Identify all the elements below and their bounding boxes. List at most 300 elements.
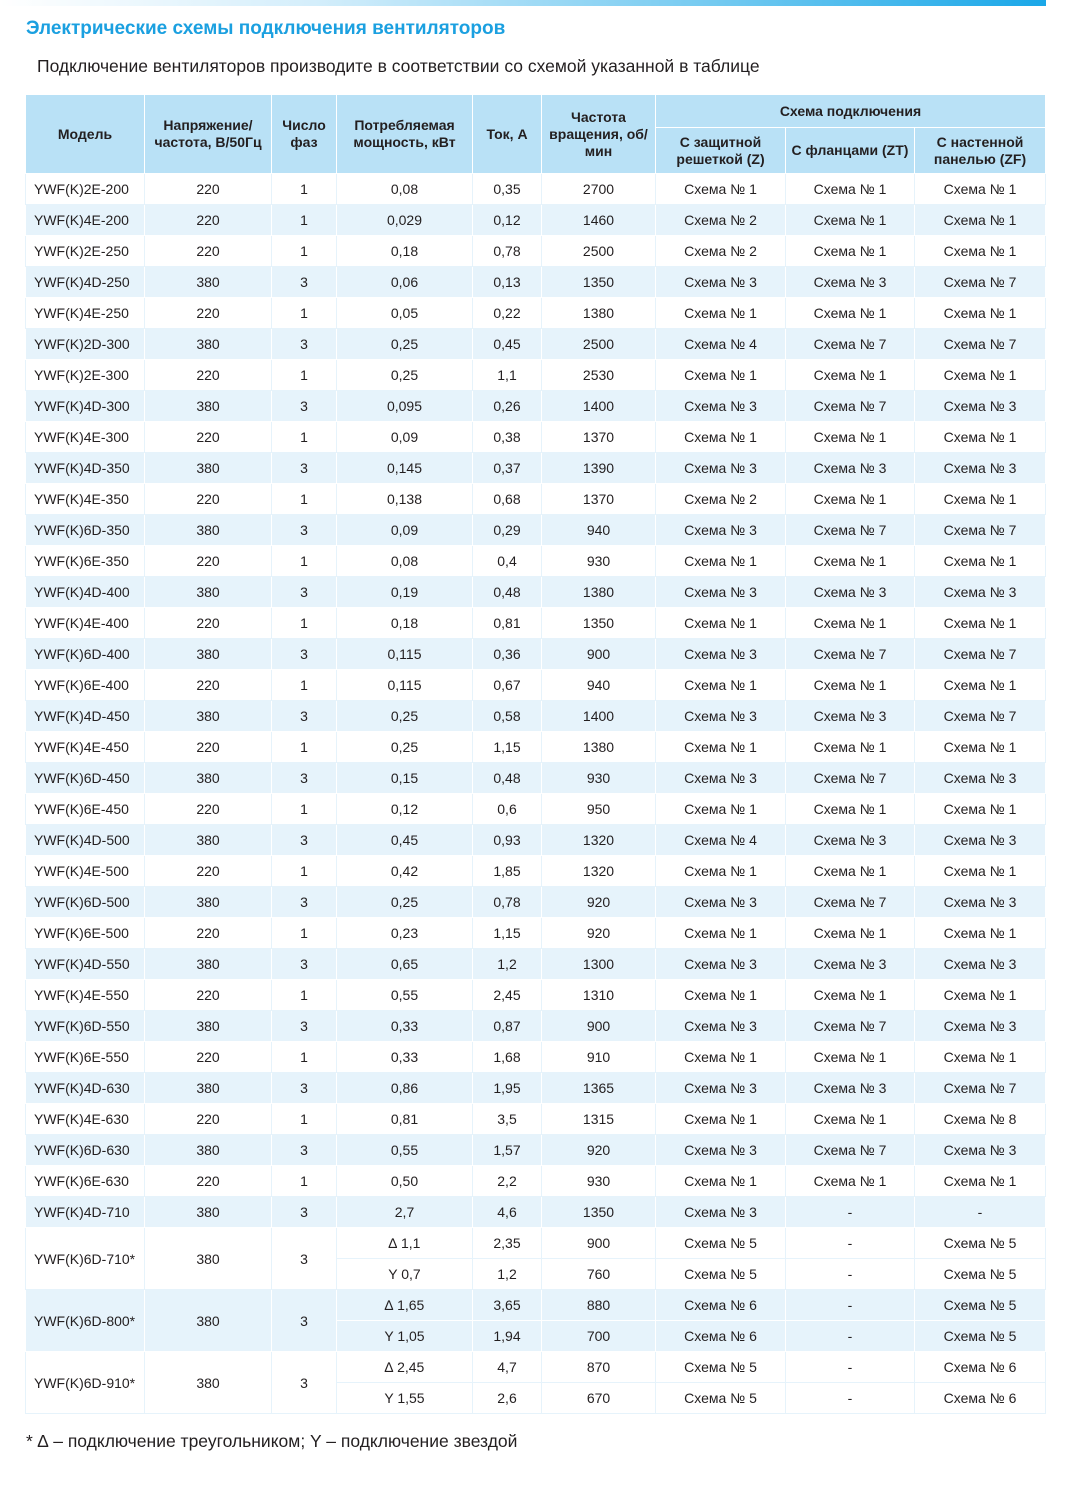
cell-power: 0,45 bbox=[337, 825, 473, 856]
cell-speed: 1370 bbox=[542, 484, 656, 515]
table-row bbox=[26, 453, 1046, 484]
cell-speed: 2500 bbox=[542, 329, 656, 360]
cell-speed: 1365 bbox=[542, 1073, 656, 1104]
cell-phases: 1 bbox=[272, 856, 337, 887]
table-row bbox=[26, 608, 1046, 639]
cell-model: YWF(K)4D-400 bbox=[26, 577, 145, 608]
cell-z: Схема № 3 bbox=[656, 1011, 786, 1042]
cell-power: 0,33 bbox=[337, 1042, 473, 1073]
cell-speed: 910 bbox=[542, 1042, 656, 1073]
intro-text: Подключение вентиляторов производите в соответствии со схемой указанной в таблице bbox=[37, 56, 760, 76]
cell-speed: 1350 bbox=[542, 608, 656, 639]
cell-power: 2,7 bbox=[337, 1197, 473, 1228]
cell-z: Схема № 4 bbox=[656, 825, 786, 856]
cell-current: 1,68 bbox=[473, 1042, 542, 1073]
cell-zf: Схема № 1 bbox=[915, 608, 1046, 639]
table-row bbox=[26, 918, 1046, 949]
cell-phases: 3 bbox=[272, 1228, 337, 1290]
footnote: * ∆ – подключение треугольником; Y – подключение звездой bbox=[26, 1431, 518, 1451]
table-row bbox=[26, 794, 1046, 825]
cell-model: YWF(K)4E-450 bbox=[26, 732, 145, 763]
cell-model: YWF(K)6D-550 bbox=[26, 1011, 145, 1042]
cell-z: Схема № 3 bbox=[656, 763, 786, 794]
cell-model: YWF(K)4D-350 bbox=[26, 453, 145, 484]
cell-zf: Схема № 7 bbox=[915, 701, 1046, 732]
table-row bbox=[26, 763, 1046, 794]
table-row bbox=[26, 1290, 1046, 1321]
cell-z: Схема № 1 bbox=[656, 732, 786, 763]
table-row bbox=[26, 515, 1046, 546]
cell-model: YWF(K)4D-450 bbox=[26, 701, 145, 732]
cell-zf: Схема № 3 bbox=[915, 887, 1046, 918]
cell-phases: 3 bbox=[272, 1135, 337, 1166]
header-voltage: Напряжение/ частота, В/50Гц bbox=[145, 95, 272, 174]
cell-model: YWF(K)4D-550 bbox=[26, 949, 145, 980]
cell-model: YWF(K)2E-300 bbox=[26, 360, 145, 391]
cell-current: 0,26 bbox=[473, 391, 542, 422]
table-row bbox=[26, 1228, 1046, 1259]
cell-zf: Схема № 8 bbox=[915, 1104, 1046, 1135]
table-row bbox=[26, 670, 1046, 701]
cell-current: 0,68 bbox=[473, 484, 542, 515]
cell-zt: Схема № 1 bbox=[786, 918, 915, 949]
cell-speed: 940 bbox=[542, 515, 656, 546]
cell-speed: 900 bbox=[542, 639, 656, 670]
cell-speed: 2500 bbox=[542, 236, 656, 267]
cell-current: 2,45 bbox=[473, 980, 542, 1011]
cell-current: 1,15 bbox=[473, 732, 542, 763]
table-row bbox=[26, 174, 1046, 205]
cell-speed: 1320 bbox=[542, 856, 656, 887]
cell-z: Схема № 4 bbox=[656, 329, 786, 360]
cell-voltage: 220 bbox=[145, 298, 272, 329]
cell-zt: Схема № 1 bbox=[786, 1042, 915, 1073]
cell-zt: - bbox=[786, 1321, 915, 1352]
cell-model: YWF(K)2E-250 bbox=[26, 236, 145, 267]
cell-phases: 3 bbox=[272, 577, 337, 608]
cell-phases: 3 bbox=[272, 701, 337, 732]
cell-phases: 1 bbox=[272, 298, 337, 329]
cell-z: Схема № 6 bbox=[656, 1321, 786, 1352]
header-scheme-zf: С настенной панелью (ZF) bbox=[915, 128, 1046, 174]
fan-wiring-table bbox=[25, 94, 1046, 1414]
cell-z: Схема № 1 bbox=[656, 1042, 786, 1073]
cell-speed: 670 bbox=[542, 1383, 656, 1414]
cell-zt: Схема № 7 bbox=[786, 639, 915, 670]
cell-z: Схема № 3 bbox=[656, 949, 786, 980]
table-row bbox=[26, 825, 1046, 856]
cell-zf: Схема № 3 bbox=[915, 453, 1046, 484]
cell-zf: Схема № 5 bbox=[915, 1321, 1046, 1352]
cell-power: 0,33 bbox=[337, 1011, 473, 1042]
cell-zf: Схема № 3 bbox=[915, 825, 1046, 856]
cell-zt: Схема № 1 bbox=[786, 205, 915, 236]
cell-current: 0,37 bbox=[473, 453, 542, 484]
cell-power: 0,05 bbox=[337, 298, 473, 329]
cell-model: YWF(K)4E-630 bbox=[26, 1104, 145, 1135]
cell-voltage: 380 bbox=[145, 1073, 272, 1104]
cell-current: 0,67 bbox=[473, 670, 542, 701]
cell-current: 1,95 bbox=[473, 1073, 542, 1104]
cell-z: Схема № 2 bbox=[656, 236, 786, 267]
cell-zt: - bbox=[786, 1228, 915, 1259]
cell-zt: Схема № 7 bbox=[786, 329, 915, 360]
cell-zf: Схема № 3 bbox=[915, 1135, 1046, 1166]
cell-zt: Схема № 3 bbox=[786, 577, 915, 608]
cell-zf: Схема № 1 bbox=[915, 1042, 1046, 1073]
cell-power: 0,55 bbox=[337, 1135, 473, 1166]
cell-zt: Схема № 3 bbox=[786, 453, 915, 484]
cell-zt: Схема № 1 bbox=[786, 174, 915, 205]
cell-speed: 930 bbox=[542, 1166, 656, 1197]
cell-speed: 700 bbox=[542, 1321, 656, 1352]
cell-speed: 760 bbox=[542, 1259, 656, 1290]
cell-current: 0,6 bbox=[473, 794, 542, 825]
header-current: Ток, А bbox=[473, 95, 542, 174]
table-row bbox=[26, 949, 1046, 980]
cell-zf: Схема № 1 bbox=[915, 546, 1046, 577]
cell-z: Схема № 2 bbox=[656, 484, 786, 515]
cell-speed: 2700 bbox=[542, 174, 656, 205]
cell-power: 0,50 bbox=[337, 1166, 473, 1197]
cell-zf: Схема № 5 bbox=[915, 1259, 1046, 1290]
cell-voltage: 380 bbox=[145, 453, 272, 484]
cell-model: YWF(K)2E-200 bbox=[26, 174, 145, 205]
cell-voltage: 220 bbox=[145, 360, 272, 391]
cell-speed: 940 bbox=[542, 670, 656, 701]
cell-power: 0,09 bbox=[337, 515, 473, 546]
cell-current: 0,78 bbox=[473, 236, 542, 267]
table-row bbox=[26, 484, 1046, 515]
cell-voltage: 380 bbox=[145, 1135, 272, 1166]
cell-zf: Схема № 3 bbox=[915, 391, 1046, 422]
cell-model: YWF(K)4E-250 bbox=[26, 298, 145, 329]
cell-speed: 1350 bbox=[542, 267, 656, 298]
cell-phases: 1 bbox=[272, 1166, 337, 1197]
cell-z: Схема № 5 bbox=[656, 1228, 786, 1259]
cell-current: 0,78 bbox=[473, 887, 542, 918]
cell-phases: 3 bbox=[272, 453, 337, 484]
cell-phases: 1 bbox=[272, 422, 337, 453]
cell-voltage: 380 bbox=[145, 1352, 272, 1414]
cell-current: 0,38 bbox=[473, 422, 542, 453]
cell-voltage: 380 bbox=[145, 1290, 272, 1352]
cell-z: Схема № 3 bbox=[656, 515, 786, 546]
cell-z: Схема № 5 bbox=[656, 1352, 786, 1383]
cell-speed: 1350 bbox=[542, 1197, 656, 1228]
cell-zf: Схема № 1 bbox=[915, 670, 1046, 701]
table-row bbox=[26, 1352, 1046, 1383]
cell-model: YWF(K)6D-910* bbox=[26, 1352, 145, 1414]
cell-current: 2,6 bbox=[473, 1383, 542, 1414]
cell-power: 0,08 bbox=[337, 546, 473, 577]
cell-model: YWF(K)4D-250 bbox=[26, 267, 145, 298]
cell-model: YWF(K)6E-500 bbox=[26, 918, 145, 949]
cell-zt: Схема № 1 bbox=[786, 298, 915, 329]
cell-zt: Схема № 1 bbox=[786, 980, 915, 1011]
cell-model: YWF(K)4E-300 bbox=[26, 422, 145, 453]
table-row bbox=[26, 1042, 1046, 1073]
cell-current: 0,48 bbox=[473, 577, 542, 608]
table-row bbox=[26, 887, 1046, 918]
cell-zf: Схема № 1 bbox=[915, 422, 1046, 453]
cell-phases: 3 bbox=[272, 267, 337, 298]
table-row bbox=[26, 267, 1046, 298]
cell-zf: Схема № 7 bbox=[915, 639, 1046, 670]
cell-phases: 3 bbox=[272, 1352, 337, 1414]
cell-zt: Схема № 1 bbox=[786, 856, 915, 887]
cell-speed: 1460 bbox=[542, 205, 656, 236]
cell-current: 0,58 bbox=[473, 701, 542, 732]
cell-model: YWF(K)6D-450 bbox=[26, 763, 145, 794]
cell-z: Схема № 3 bbox=[656, 391, 786, 422]
cell-z: Схема № 3 bbox=[656, 453, 786, 484]
cell-voltage: 380 bbox=[145, 887, 272, 918]
cell-zf: Схема № 1 bbox=[915, 732, 1046, 763]
cell-voltage: 220 bbox=[145, 1042, 272, 1073]
cell-power: ∆ 1,65 bbox=[337, 1290, 473, 1321]
cell-speed: 1300 bbox=[542, 949, 656, 980]
cell-z: Схема № 1 bbox=[656, 918, 786, 949]
cell-speed: 930 bbox=[542, 763, 656, 794]
cell-zf: Схема № 5 bbox=[915, 1290, 1046, 1321]
cell-power: 0,65 bbox=[337, 949, 473, 980]
cell-model: YWF(K)2D-300 bbox=[26, 329, 145, 360]
cell-phases: 3 bbox=[272, 949, 337, 980]
cell-power: 0,25 bbox=[337, 701, 473, 732]
cell-current: 0,29 bbox=[473, 515, 542, 546]
cell-voltage: 380 bbox=[145, 949, 272, 980]
page-title: Электрические схемы подключения вентиляторов bbox=[26, 18, 506, 39]
header-scheme-group: Схема подключения bbox=[656, 95, 1046, 128]
cell-model: YWF(K)6E-630 bbox=[26, 1166, 145, 1197]
cell-power: 0,15 bbox=[337, 763, 473, 794]
cell-power: 0,25 bbox=[337, 329, 473, 360]
cell-zt: Схема № 1 bbox=[786, 732, 915, 763]
table-body bbox=[26, 174, 1046, 1414]
header-scheme-z: С защитной решеткой (Z) bbox=[656, 128, 786, 174]
cell-model: YWF(K)4E-400 bbox=[26, 608, 145, 639]
table-row bbox=[26, 1011, 1046, 1042]
cell-current: 0,22 bbox=[473, 298, 542, 329]
cell-z: Схема № 3 bbox=[656, 1073, 786, 1104]
cell-phases: 1 bbox=[272, 236, 337, 267]
cell-phases: 1 bbox=[272, 918, 337, 949]
cell-speed: 950 bbox=[542, 794, 656, 825]
cell-current: 1,15 bbox=[473, 918, 542, 949]
cell-power: Y 0,7 bbox=[337, 1259, 473, 1290]
cell-current: 0,93 bbox=[473, 825, 542, 856]
table-row bbox=[26, 1104, 1046, 1135]
cell-power: ∆ 2,45 bbox=[337, 1352, 473, 1383]
cell-zt: Схема № 1 bbox=[786, 422, 915, 453]
cell-phases: 3 bbox=[272, 391, 337, 422]
cell-voltage: 220 bbox=[145, 980, 272, 1011]
table-row bbox=[26, 980, 1046, 1011]
cell-power: 0,115 bbox=[337, 670, 473, 701]
cell-voltage: 220 bbox=[145, 422, 272, 453]
cell-speed: 1390 bbox=[542, 453, 656, 484]
cell-phases: 3 bbox=[272, 825, 337, 856]
cell-power: 0,138 bbox=[337, 484, 473, 515]
cell-voltage: 380 bbox=[145, 701, 272, 732]
cell-phases: 1 bbox=[272, 484, 337, 515]
cell-zt: Схема № 3 bbox=[786, 1073, 915, 1104]
cell-phases: 1 bbox=[272, 546, 337, 577]
cell-z: Схема № 3 bbox=[656, 577, 786, 608]
cell-current: 4,6 bbox=[473, 1197, 542, 1228]
cell-model: YWF(K)4D-300 bbox=[26, 391, 145, 422]
cell-power: 0,09 bbox=[337, 422, 473, 453]
cell-current: 1,2 bbox=[473, 1259, 542, 1290]
table-row bbox=[26, 1197, 1046, 1228]
cell-speed: 930 bbox=[542, 546, 656, 577]
cell-voltage: 380 bbox=[145, 825, 272, 856]
cell-zf: Схема № 5 bbox=[915, 1228, 1046, 1259]
top-accent-bar bbox=[0, 0, 1046, 6]
cell-voltage: 220 bbox=[145, 174, 272, 205]
cell-zt: Схема № 1 bbox=[786, 484, 915, 515]
cell-speed: 870 bbox=[542, 1352, 656, 1383]
cell-z: Схема № 3 bbox=[656, 267, 786, 298]
cell-voltage: 380 bbox=[145, 763, 272, 794]
cell-zt: Схема № 1 bbox=[786, 608, 915, 639]
cell-power: Y 1,05 bbox=[337, 1321, 473, 1352]
cell-voltage: 220 bbox=[145, 856, 272, 887]
cell-z: Схема № 1 bbox=[656, 174, 786, 205]
cell-current: 0,13 bbox=[473, 267, 542, 298]
cell-zt: - bbox=[786, 1290, 915, 1321]
table-row bbox=[26, 639, 1046, 670]
cell-z: Схема № 1 bbox=[656, 670, 786, 701]
cell-voltage: 380 bbox=[145, 639, 272, 670]
cell-voltage: 380 bbox=[145, 391, 272, 422]
table-row bbox=[26, 856, 1046, 887]
cell-voltage: 380 bbox=[145, 1011, 272, 1042]
cell-zt: Схема № 7 bbox=[786, 887, 915, 918]
cell-phases: 1 bbox=[272, 608, 337, 639]
cell-current: 1,85 bbox=[473, 856, 542, 887]
cell-power: 0,19 bbox=[337, 577, 473, 608]
cell-z: Схема № 3 bbox=[656, 1197, 786, 1228]
cell-zf: Схема № 1 bbox=[915, 794, 1046, 825]
cell-power: 0,06 bbox=[337, 267, 473, 298]
cell-phases: 3 bbox=[272, 515, 337, 546]
cell-power: 0,18 bbox=[337, 608, 473, 639]
cell-zf: Схема № 7 bbox=[915, 267, 1046, 298]
cell-zt: - bbox=[786, 1259, 915, 1290]
table-row bbox=[26, 1166, 1046, 1197]
header-speed: Частота вращения, об/мин bbox=[542, 95, 656, 174]
cell-phases: 1 bbox=[272, 1042, 337, 1073]
cell-zf: Схема № 3 bbox=[915, 577, 1046, 608]
cell-model: YWF(K)4D-500 bbox=[26, 825, 145, 856]
cell-phases: 1 bbox=[272, 794, 337, 825]
cell-z: Схема № 1 bbox=[656, 980, 786, 1011]
cell-zt: Схема № 1 bbox=[786, 794, 915, 825]
cell-voltage: 220 bbox=[145, 1166, 272, 1197]
cell-model: YWF(K)6E-550 bbox=[26, 1042, 145, 1073]
cell-phases: 3 bbox=[272, 763, 337, 794]
cell-current: 4,7 bbox=[473, 1352, 542, 1383]
cell-model: YWF(K)4E-550 bbox=[26, 980, 145, 1011]
cell-zt: Схема № 1 bbox=[786, 236, 915, 267]
cell-current: 1,57 bbox=[473, 1135, 542, 1166]
cell-speed: 880 bbox=[542, 1290, 656, 1321]
cell-voltage: 220 bbox=[145, 670, 272, 701]
cell-zt: Схема № 3 bbox=[786, 949, 915, 980]
cell-speed: 900 bbox=[542, 1228, 656, 1259]
cell-zf: Схема № 3 bbox=[915, 1011, 1046, 1042]
header-scheme-zt: С фланцами (ZT) bbox=[786, 128, 915, 174]
cell-zf: Схема № 6 bbox=[915, 1352, 1046, 1383]
cell-speed: 920 bbox=[542, 918, 656, 949]
cell-voltage: 220 bbox=[145, 205, 272, 236]
cell-zt: Схема № 7 bbox=[786, 1011, 915, 1042]
table-row bbox=[26, 329, 1046, 360]
cell-zt: - bbox=[786, 1352, 915, 1383]
cell-current: 0,36 bbox=[473, 639, 542, 670]
cell-current: 0,87 bbox=[473, 1011, 542, 1042]
cell-speed: 920 bbox=[542, 1135, 656, 1166]
table-row bbox=[26, 360, 1046, 391]
table-row bbox=[26, 546, 1046, 577]
cell-zf: Схема № 1 bbox=[915, 484, 1046, 515]
cell-zt: Схема № 7 bbox=[786, 1135, 915, 1166]
cell-speed: 1310 bbox=[542, 980, 656, 1011]
table-row bbox=[26, 732, 1046, 763]
cell-zf: Схема № 7 bbox=[915, 515, 1046, 546]
cell-current: 0,4 bbox=[473, 546, 542, 577]
cell-z: Схема № 1 bbox=[656, 1104, 786, 1135]
cell-current: 0,35 bbox=[473, 174, 542, 205]
cell-power: 0,25 bbox=[337, 732, 473, 763]
cell-phases: 1 bbox=[272, 360, 337, 391]
cell-model: YWF(K)6E-350 bbox=[26, 546, 145, 577]
cell-model: YWF(K)4E-200 bbox=[26, 205, 145, 236]
cell-zf: Схема № 3 bbox=[915, 763, 1046, 794]
cell-zf: Схема № 1 bbox=[915, 856, 1046, 887]
cell-phases: 1 bbox=[272, 980, 337, 1011]
cell-phases: 3 bbox=[272, 1290, 337, 1352]
cell-power: 0,18 bbox=[337, 236, 473, 267]
cell-power: 0,029 bbox=[337, 205, 473, 236]
cell-model: YWF(K)6D-630 bbox=[26, 1135, 145, 1166]
table-row bbox=[26, 391, 1046, 422]
cell-voltage: 380 bbox=[145, 515, 272, 546]
cell-zf: Схема № 1 bbox=[915, 174, 1046, 205]
cell-z: Схема № 1 bbox=[656, 608, 786, 639]
cell-z: Схема № 5 bbox=[656, 1383, 786, 1414]
cell-power: 0,25 bbox=[337, 360, 473, 391]
cell-speed: 920 bbox=[542, 887, 656, 918]
cell-model: YWF(K)4D-710 bbox=[26, 1197, 145, 1228]
cell-zt: Схема № 1 bbox=[786, 546, 915, 577]
cell-model: YWF(K)6E-450 bbox=[26, 794, 145, 825]
cell-model: YWF(K)4D-630 bbox=[26, 1073, 145, 1104]
table-row bbox=[26, 205, 1046, 236]
cell-speed: 1400 bbox=[542, 701, 656, 732]
cell-speed: 1315 bbox=[542, 1104, 656, 1135]
header-phases: Число фаз bbox=[272, 95, 337, 174]
cell-z: Схема № 3 bbox=[656, 1135, 786, 1166]
cell-speed: 1380 bbox=[542, 298, 656, 329]
cell-model: YWF(K)6D-350 bbox=[26, 515, 145, 546]
cell-speed: 1370 bbox=[542, 422, 656, 453]
cell-voltage: 380 bbox=[145, 577, 272, 608]
cell-voltage: 220 bbox=[145, 794, 272, 825]
cell-speed: 1400 bbox=[542, 391, 656, 422]
